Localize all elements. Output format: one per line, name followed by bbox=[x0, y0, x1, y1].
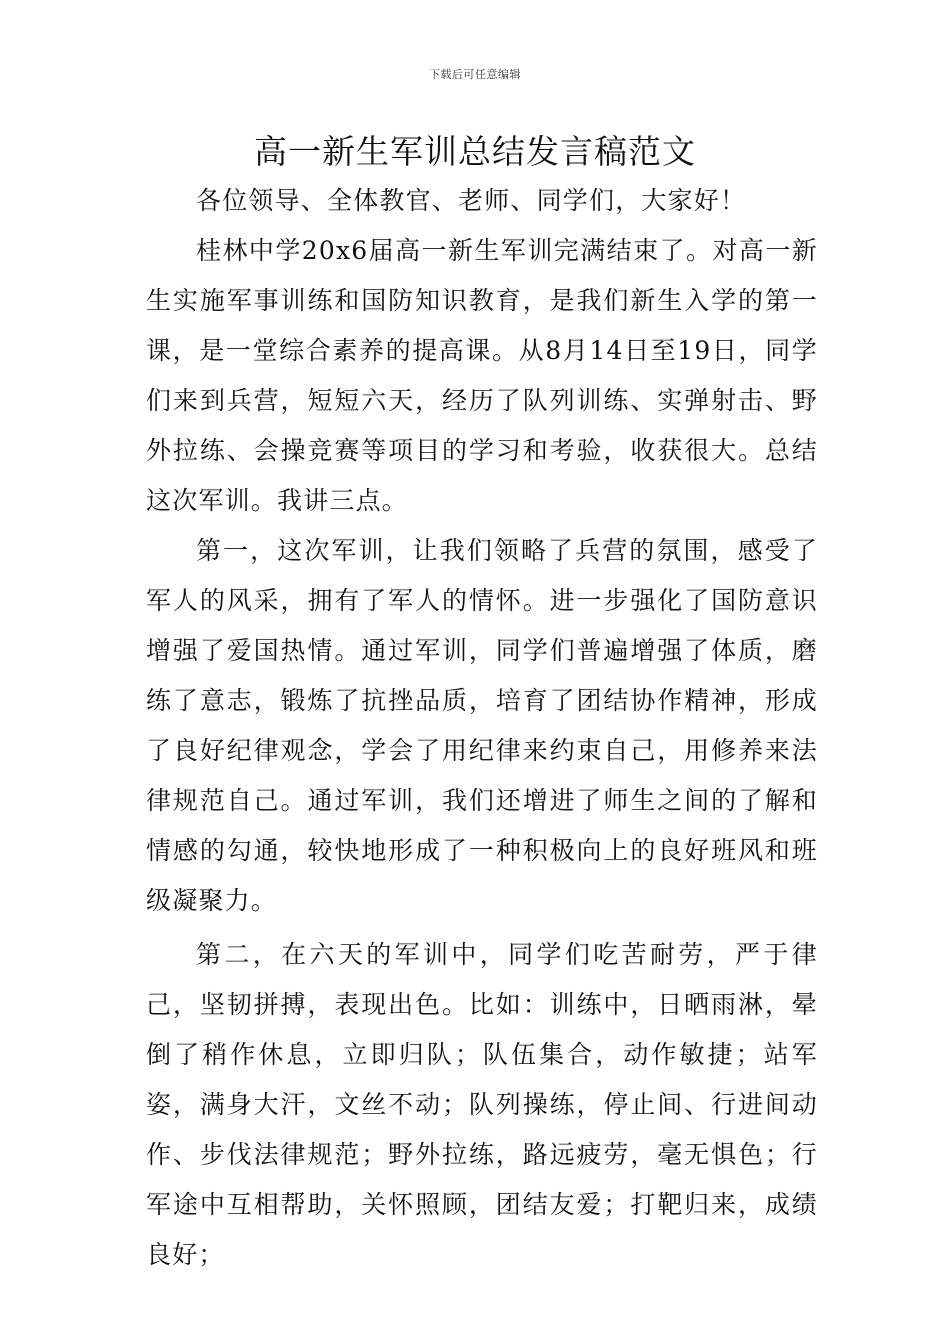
paragraph-greeting: 各位领导、全体教官、老师、同学们，大家好！ bbox=[196, 186, 747, 215]
paragraph-point-two: 第二，在六天的军训中，同学们吃苦耐劳，严于律己，坚韧拼搏，表现出色。比如：训练中，日晒雨淋，晕倒了稍作休息，立即归队；队伍集合，动作敏捷；站军姿，满身大汗，文丝不动；队列操练，停止间、行进间动作、步伐法律规范；野外拉练，路远疲劳，毫无惧色；行军途中互相帮助，关怀照顾，团结友爱；打靶归来，成绩良好； bbox=[146, 940, 818, 1269]
header-note: 下载后可任意编辑 bbox=[429, 68, 521, 81]
paragraph-intro: 桂林中学20x6届高一新生军训完满结束了。对高一新生实施军事训练和国防知识教育，是我们新生入学的第一课，是一堂综合素养的提高课。从8月14日至19日，同学们来到兵营，短短六天，经历了队列训练、实弹射击、野外拉练、会操竞赛等项目的学习和考验，收获很大。总结这次军训。我讲三点。 bbox=[146, 236, 818, 515]
document-body bbox=[146, 176, 818, 1280]
paragraph-point-one: 第一，这次军训，让我们领略了兵营的氛围，感受了军人的风采，拥有了军人的情怀。进一步强化了国防意识增强了爱国热情。通过军训，同学们普遍增强了体质，磨练了意志，锻炼了抗挫品质，培育了团结协作精神，形成了良好纪律观念，学会了用纪律来约束自己，用修养来法律规范自己。通过军训，我们还增进了师生之间的了解和情感的勾通，较快地形成了一种积极向上的良好班风和班级凝聚力。 bbox=[146, 536, 818, 915]
document-title: 高一新生军训总结发言稿范文 bbox=[254, 132, 696, 171]
